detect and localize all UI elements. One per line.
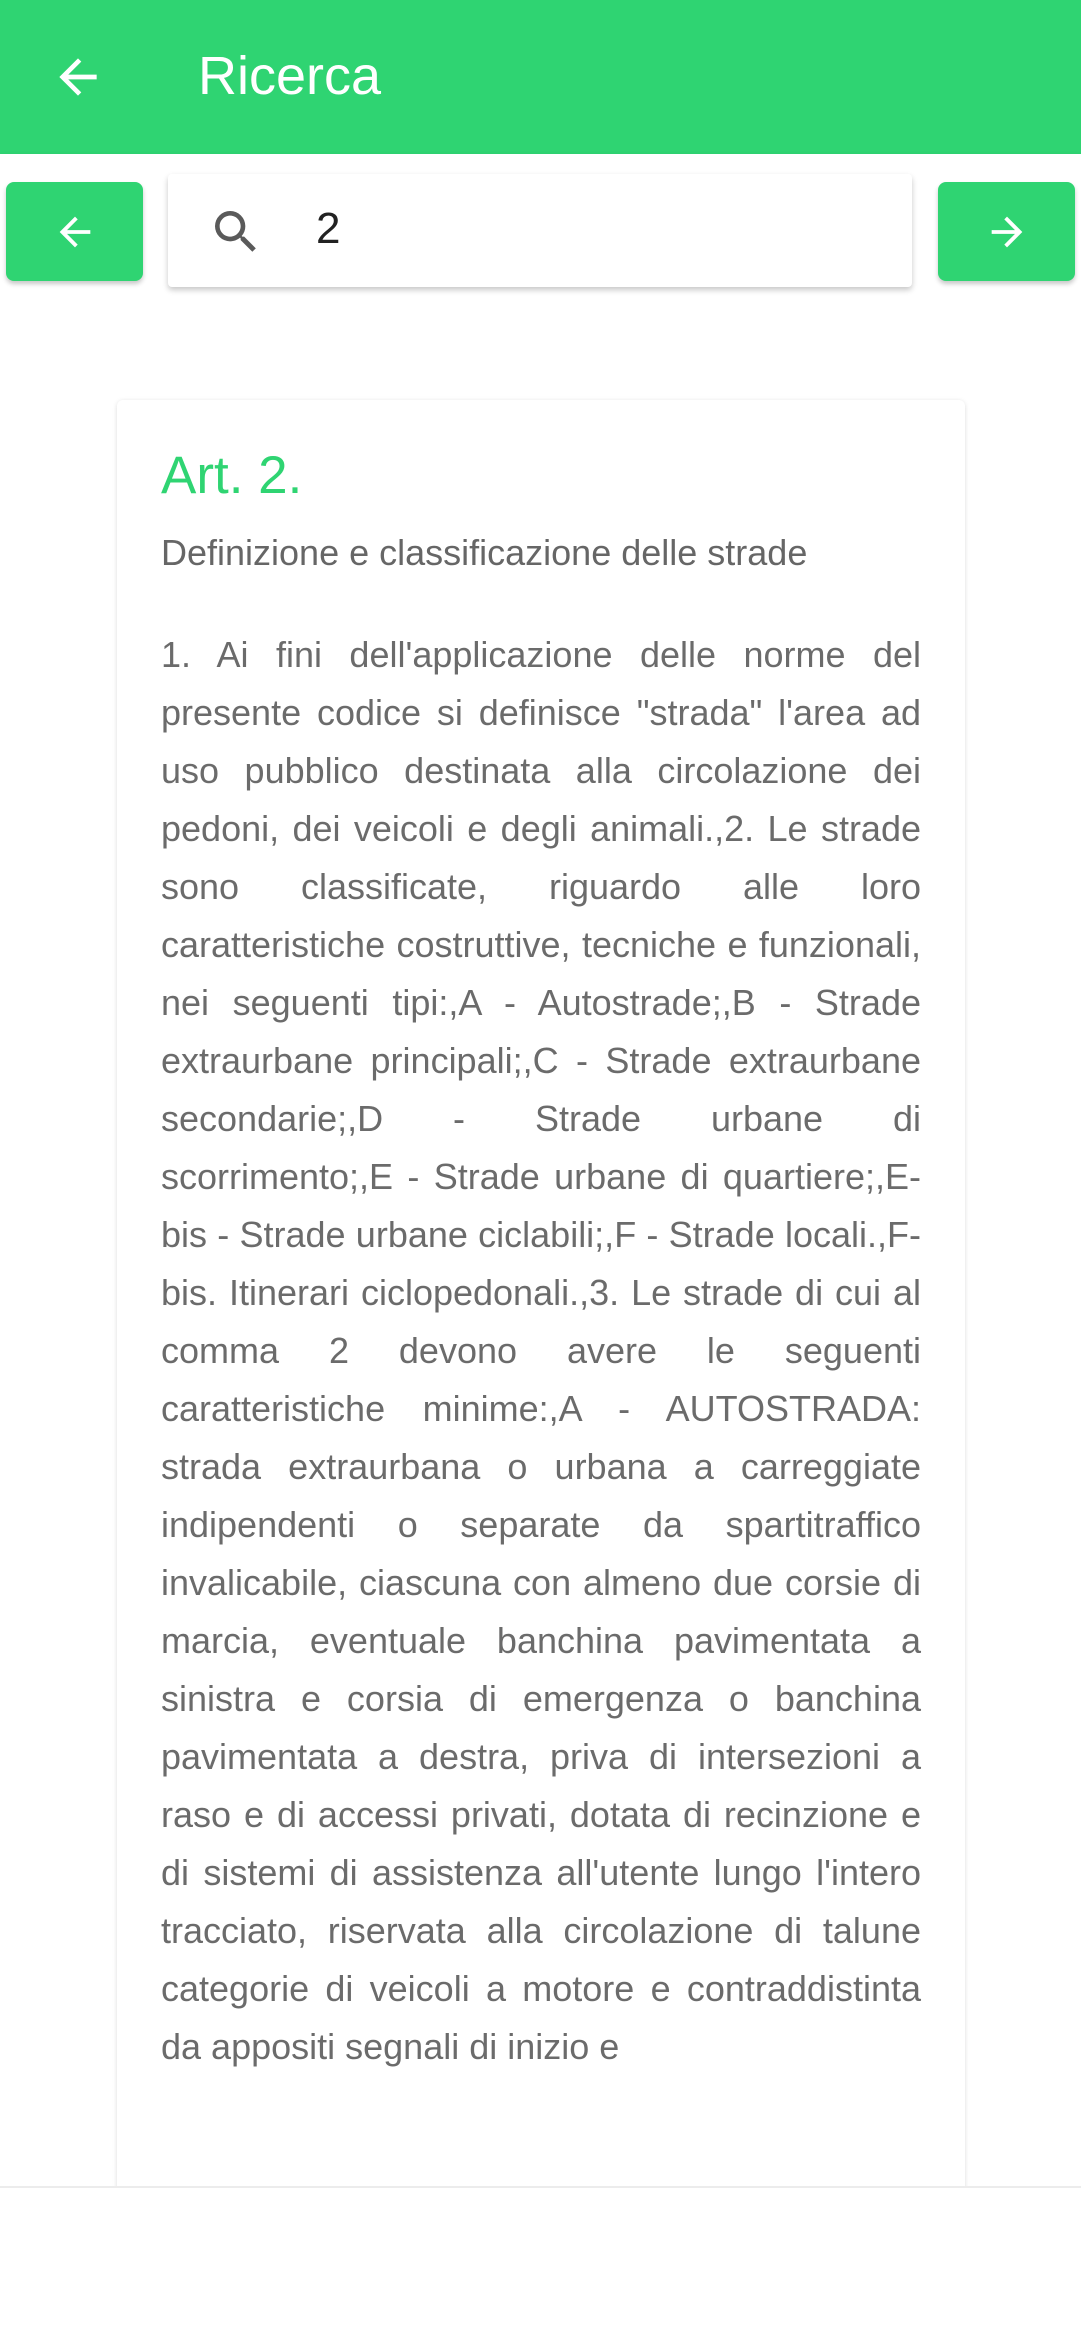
arrow-right-icon [984, 209, 1030, 255]
next-result-button[interactable] [938, 182, 1075, 281]
search-input[interactable] [316, 184, 886, 274]
previous-result-button[interactable] [6, 182, 143, 281]
search-box [168, 174, 912, 287]
article-subtitle: Definizione e classificazione delle strade [161, 532, 808, 573]
search-icon [208, 204, 264, 260]
back-button[interactable] [28, 27, 128, 127]
search-bar [0, 154, 1081, 308]
app-bar [0, 0, 1081, 154]
article-card[interactable] [117, 400, 965, 2186]
arrow-left-icon [50, 49, 106, 105]
article-body: 1. Ai fini dell'applicazione delle norme del presente codice si definisce "strada" l'area ad uso pubblico destinata alla circolazione dei pedoni, dei veicoli e degli animali.,2. Le strade sono classificate, riguardo alle loro caratteristiche costruttive, tecniche e funzionali, nei seguenti tipi:,A - Autostrade;,B - Strade extraurbane principali;,C - Strade extraurbane secondarie;,D - Strade urbane di scorrimento;,E - Strade urbane di quartiere;,E-bis - Strade urbane ciclabili;,F - Strade locali.,F-bis. Itinerari ciclopedonali.,3. Le strade di cui al comma 2 devono avere le seguenti caratteristiche minime:,A - AUTOSTRADA: strada extraurbana o urbana a carreggiate indipendenti o separate da spartitraffico invalicabile, ciascuna con almeno due corsie di marcia, eventuale banchina pavimentata a sinistra e corsia di emergenza o banchina pavimentata a destra, priva di intersezioni a raso e di accessi privati, dotata di recinzione e di sistemi di assistenza all'utente lungo l'intero tracciato, riservata alla circolazione di talune categorie di veicoli a motore e contraddistinta da appositi segnali di inizio e [161, 634, 921, 2067]
bottom-bar [0, 2186, 1081, 2342]
arrow-left-icon [52, 209, 98, 255]
page-title: Ricerca [198, 46, 382, 106]
article-title: Art. 2. [161, 446, 303, 505]
results-list[interactable] [0, 308, 1081, 2186]
